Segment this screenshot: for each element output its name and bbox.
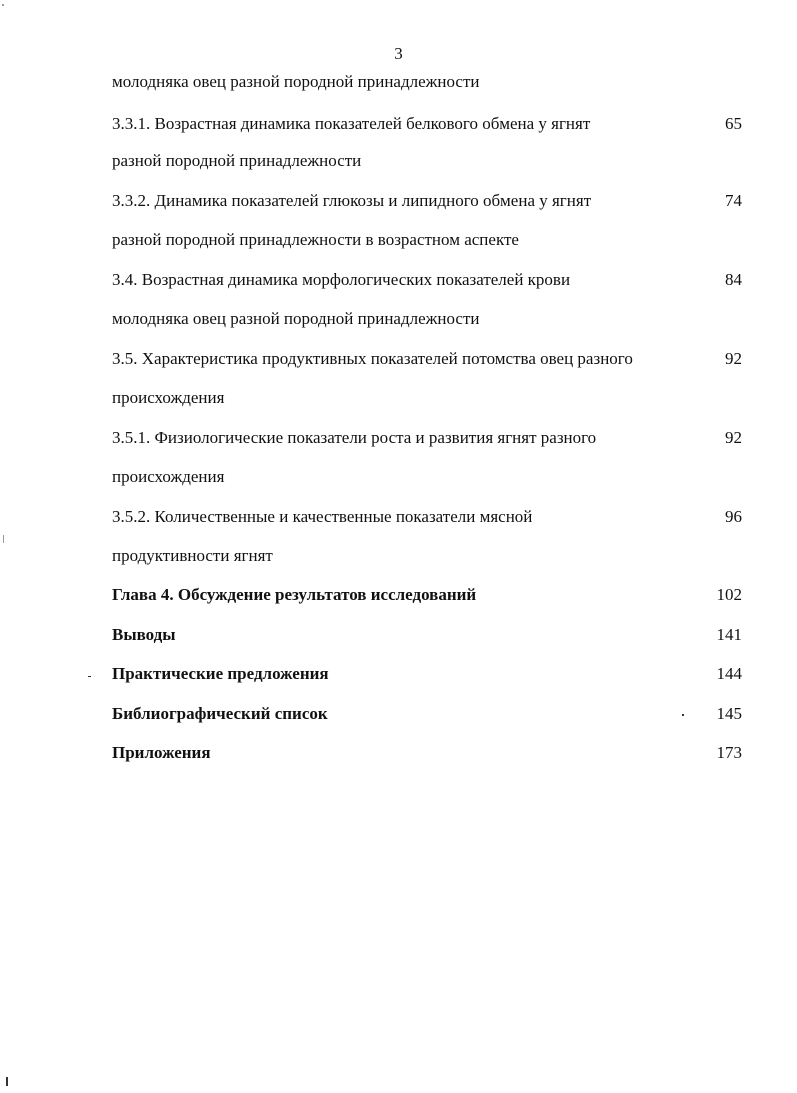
- toc-entry-text: молодняка овец разной породной принадлежности: [112, 72, 480, 91]
- toc-line: [112, 229, 742, 251]
- toc-entry-text: 3.4. Возрастная динамика морфологических показателей крови: [112, 270, 571, 289]
- toc-line: [112, 387, 742, 409]
- toc-entry-page: 173: [716, 743, 742, 762]
- toc-line: [112, 269, 742, 291]
- toc-line-chapter: [112, 624, 742, 646]
- toc-entry-page: 92: [725, 428, 742, 447]
- toc-entry-text: 3.5. Характеристика продуктивных показателей потомства овец разного: [112, 349, 633, 368]
- toc-entry-text: происхождения: [112, 388, 225, 407]
- toc-entry-page: 102: [716, 585, 742, 604]
- toc-line-chapter: [112, 584, 742, 606]
- toc-line: [112, 466, 742, 488]
- toc-line: [112, 190, 742, 212]
- toc-entry-text: 3.5.1. Физиологические показатели роста и развития ягнят разного: [112, 428, 597, 447]
- toc-line: [112, 545, 742, 567]
- scan-speck: [2, 4, 4, 6]
- toc-entry-page: 84: [725, 270, 742, 289]
- toc-line: [112, 150, 742, 172]
- toc-entry-text: 3.3.2. Динамика показателей глюкозы и липидного обмена у ягнят: [112, 191, 592, 210]
- toc-entry-page: 144: [716, 664, 742, 683]
- toc-entry-page: 92: [725, 349, 742, 368]
- scan-speck: [88, 676, 91, 677]
- scan-speck: [6, 1077, 8, 1086]
- toc-entry-page: 65: [725, 114, 742, 133]
- page-number: 3: [394, 44, 403, 63]
- scan-speck: [3, 535, 4, 543]
- toc-entry-text: 3.5.2. Количественные и качественные показатели мясной: [112, 507, 533, 526]
- toc-line-chapter: [112, 703, 742, 725]
- toc-line: [112, 506, 742, 528]
- toc-entry-text: происхождения: [112, 467, 225, 486]
- toc-line: [112, 71, 742, 93]
- toc-line: [112, 348, 742, 370]
- toc-entry-text: Глава 4. Обсуждение результатов исследований: [112, 585, 477, 604]
- toc-line: [112, 308, 742, 330]
- toc-entry-page: 96: [725, 507, 742, 526]
- toc-entry-page: 145: [716, 704, 742, 723]
- toc-entry-text: 3.3.1. Возрастная динамика показателей белкового обмена у ягнят: [112, 114, 591, 133]
- toc-entry-page: 141: [716, 625, 742, 644]
- toc-line-chapter: [112, 742, 742, 764]
- toc-line-chapter: [112, 663, 742, 685]
- toc-entry-text: молодняка овец разной породной принадлежности: [112, 309, 480, 328]
- toc-entry-text: Выводы: [112, 625, 176, 644]
- toc-entry-page: 74: [725, 191, 742, 210]
- toc-line: [112, 427, 742, 449]
- toc-entry-text: продуктивности ягнят: [112, 546, 273, 565]
- toc-entry-text: Приложения: [112, 743, 211, 762]
- toc-entry-text: разной породной принадлежности: [112, 151, 362, 170]
- toc-entry-text: Практические предложения: [112, 664, 329, 683]
- scan-speck: [682, 714, 684, 716]
- toc-line: [112, 113, 742, 135]
- toc-entry-text: разной породной принадлежности в возрастном аспекте: [112, 230, 519, 249]
- toc-entry-text: Библиографический список: [112, 704, 328, 723]
